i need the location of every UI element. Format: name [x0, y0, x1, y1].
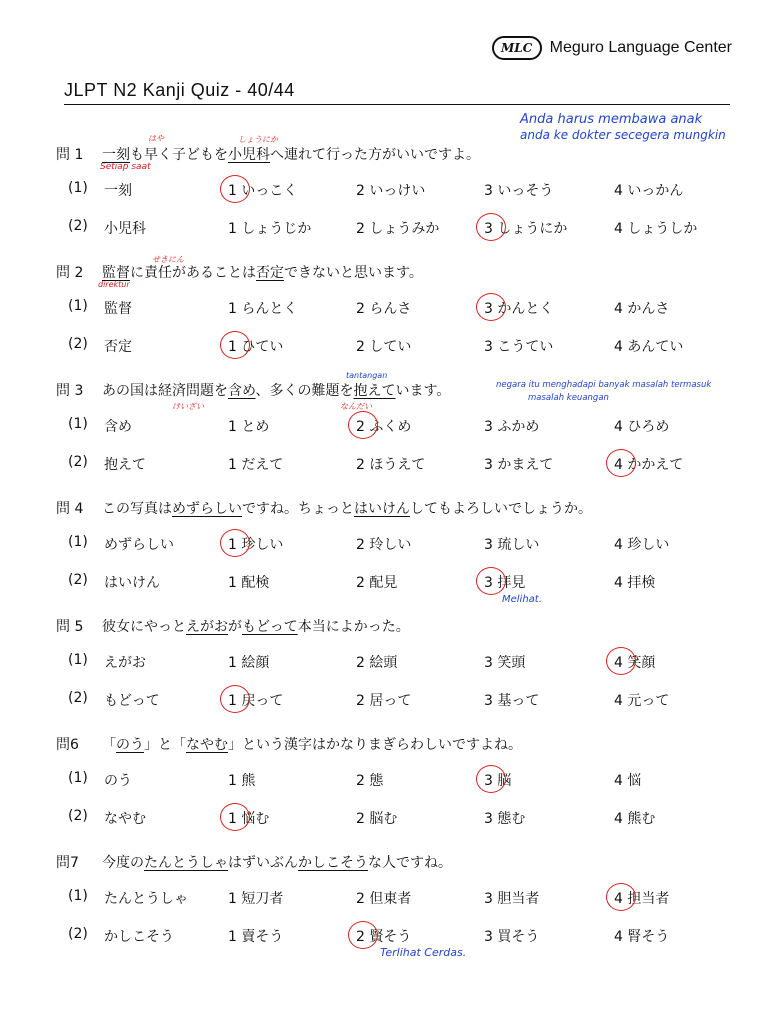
underlined-target: 一刻	[102, 147, 130, 163]
answer-choice[interactable]	[614, 888, 669, 908]
answer-choice[interactable]	[228, 652, 269, 672]
underlined-target: 含め	[228, 383, 256, 399]
quiz-title: JLPT N2 Kanji Quiz - 40/44	[64, 80, 295, 100]
option-row	[56, 454, 736, 474]
question-text-segment: 、多くの難題を	[255, 383, 354, 399]
underlined-target: 抱えて	[353, 383, 396, 399]
answer-circle-mark	[606, 883, 636, 911]
answer-choice[interactable]	[614, 336, 683, 356]
answer-choice[interactable]	[228, 690, 283, 710]
answer-choice[interactable]	[614, 180, 683, 200]
question-line	[56, 380, 736, 402]
answer-choice[interactable]	[356, 180, 425, 200]
question-block	[56, 852, 736, 945]
question-text-segment: な人ですね。	[368, 855, 452, 871]
question-number: 問 3	[56, 383, 84, 399]
option-row	[56, 808, 736, 828]
answer-choice[interactable]	[228, 180, 297, 200]
question-number: 問6	[56, 737, 79, 753]
answer-choice-label: 3 ふかめ	[484, 419, 540, 435]
annotation-q3-note-2: masalah keuangan	[528, 393, 609, 403]
answer-choice-label: 2 態	[356, 773, 384, 789]
question-text-segment: に責任があることは	[130, 265, 256, 281]
answer-choice-label: 4 笑顔	[614, 655, 656, 671]
option-row	[56, 180, 736, 200]
answer-circle-mark	[220, 529, 250, 557]
answer-choice[interactable]	[484, 298, 553, 318]
answer-choice[interactable]	[614, 926, 669, 946]
answer-choice[interactable]	[484, 690, 539, 710]
answer-choice-label: 4 元って	[614, 693, 670, 709]
sub-question-number: (1)	[68, 416, 88, 432]
answer-choice[interactable]	[356, 298, 411, 318]
question-number: 問 5	[56, 619, 84, 635]
underlined-target: もどって	[242, 619, 298, 635]
answer-choice-label: 1 だえて	[228, 457, 284, 473]
question-block	[56, 498, 736, 591]
question-number: 問 1	[56, 147, 84, 163]
question-text-segment: が	[228, 619, 242, 635]
answer-choice[interactable]	[484, 888, 539, 908]
answer-choice-label: 3 胆当者	[484, 891, 540, 907]
answer-choice[interactable]	[356, 808, 397, 828]
question-number: 問 2	[56, 265, 84, 281]
option-row	[56, 416, 736, 436]
question-text-segment: へ連れて行った方がいいですよ。	[270, 147, 480, 163]
answer-choice-label: 1 熊	[228, 773, 256, 789]
answer-choice-label: 2 絵頭	[356, 655, 398, 671]
answer-choice[interactable]	[228, 572, 269, 592]
annotation-nandai: なんだい	[340, 402, 372, 411]
answer-choice[interactable]	[356, 454, 425, 474]
annotation-q3-note-1: negara itu menghadapi banyak masalah termasuk	[496, 380, 712, 390]
answer-choice-label: 1 短刀者	[228, 891, 284, 907]
answer-circle-mark	[476, 567, 506, 595]
answer-circle-mark	[476, 293, 506, 321]
answer-choice-label: 3 こうてい	[484, 339, 554, 355]
question-line	[56, 852, 736, 874]
answer-choice[interactable]	[228, 888, 283, 908]
sub-question-number: (2)	[68, 454, 88, 470]
underlined-target: 小児科	[228, 147, 270, 163]
question-text-segment: も早く子どもを	[130, 147, 228, 163]
question-text-segment: はずいぶん	[228, 855, 298, 871]
answer-circle-mark	[220, 803, 250, 831]
answer-choice[interactable]	[356, 336, 411, 356]
annotation-top-1: Anda harus membawa anak	[520, 112, 703, 127]
answer-choice[interactable]	[356, 572, 397, 592]
underlined-target: のう	[116, 737, 144, 753]
target-word: かしこそう	[104, 929, 174, 945]
answer-choice[interactable]	[484, 416, 539, 436]
answer-choice-label: 4 いっかん	[614, 183, 684, 199]
underlined-target: かしこそう	[298, 855, 368, 871]
question-line	[56, 616, 736, 638]
target-word: 小児科	[104, 221, 146, 237]
option-row	[56, 572, 736, 592]
option-row	[56, 336, 736, 356]
answer-choice[interactable]	[614, 416, 669, 436]
option-row	[56, 652, 736, 672]
question-text-segment: 本当によかった。	[297, 619, 410, 635]
target-word: なやむ	[104, 811, 146, 827]
answer-choice[interactable]	[228, 454, 283, 474]
sub-question-number: (2)	[68, 926, 88, 942]
answer-choice[interactable]	[228, 926, 283, 946]
answer-choice-label: 1 絵顔	[228, 655, 270, 671]
answer-choice-label: 2 賢そう	[356, 929, 412, 945]
underlined-target: えがお	[186, 619, 228, 635]
annotation-direktur: direktur	[98, 280, 130, 289]
question-block	[56, 616, 736, 709]
answer-choice-label: 1 いっこく	[228, 183, 298, 199]
question-text	[102, 852, 452, 872]
answer-choice[interactable]	[484, 808, 525, 828]
answer-choice-label: 2 いっけい	[356, 183, 426, 199]
answer-choice-label: 2 脳む	[356, 811, 398, 827]
target-word: たんとうしゃ	[104, 891, 188, 907]
target-word: 否定	[104, 339, 132, 355]
answer-choice-label: 3 脳	[484, 773, 512, 789]
answer-choice[interactable]	[614, 572, 655, 592]
option-row	[56, 926, 736, 946]
answer-choice-label: 4 しょうしか	[614, 221, 698, 237]
answer-choice[interactable]	[356, 888, 411, 908]
answer-choice[interactable]	[484, 652, 525, 672]
question-block	[56, 734, 736, 827]
sub-question-number: (1)	[68, 180, 88, 196]
answer-choice-label: 2 してい	[356, 339, 412, 355]
sub-question-number: (2)	[68, 336, 88, 352]
answer-choice-label: 1 ひてい	[228, 339, 284, 355]
question-text	[102, 262, 423, 282]
target-word: はいけん	[104, 575, 160, 591]
answer-choice-label: 2 但東者	[356, 891, 412, 907]
answer-choice-label: 3 いっそう	[484, 183, 554, 199]
answer-choice-label: 4 あんてい	[614, 339, 684, 355]
annotation-furigana-haya: はや	[148, 134, 164, 143]
answer-choice-label: 4 かんさ	[614, 301, 670, 317]
answer-choice-label: 2 ふくめ	[356, 419, 412, 435]
question-text	[102, 498, 592, 518]
question-text-segment: います。	[395, 383, 451, 399]
answer-choice[interactable]	[484, 572, 525, 592]
answer-choice[interactable]	[614, 652, 655, 672]
underlined-target: はいけん	[354, 501, 410, 517]
answer-choice-label: 2 らんさ	[356, 301, 412, 317]
answer-choice[interactable]	[484, 770, 511, 790]
target-word: 監督	[104, 301, 132, 317]
annotation-setiap-saat: Setiap saat	[100, 162, 151, 172]
sub-question-number: (1)	[68, 888, 88, 904]
answer-choice-label: 3 かんとく	[484, 301, 554, 317]
sub-question-number: (1)	[68, 770, 88, 786]
underlined-target: 否定	[256, 265, 284, 281]
annotation-furigana-sekinin: せきにん	[152, 255, 184, 264]
sub-question-number: (1)	[68, 534, 88, 550]
answer-choice-label: 1 賣そう	[228, 929, 284, 945]
answer-choice[interactable]	[356, 926, 411, 946]
answer-choice-label: 4 熊む	[614, 811, 656, 827]
answer-choice-label: 3 基って	[484, 693, 540, 709]
sub-question-number: (2)	[68, 808, 88, 824]
answer-choice[interactable]	[484, 454, 553, 474]
annotation-melihat: Melihat.	[502, 594, 542, 605]
title-rule	[64, 104, 730, 105]
answer-choice-label: 1 戻って	[228, 693, 284, 709]
answer-choice[interactable]	[484, 534, 539, 554]
option-row	[56, 534, 736, 554]
answer-choice[interactable]	[356, 416, 411, 436]
question-text-segment: してもよろしいでしょうか。	[410, 501, 592, 517]
answer-choice[interactable]	[228, 770, 255, 790]
question-text	[102, 734, 522, 754]
answer-choice-label: 2 玲しい	[356, 537, 412, 553]
answer-circle-mark	[348, 921, 378, 949]
annotation-keizai: けいざい	[172, 402, 204, 411]
answer-choice-label: 3 買そう	[484, 929, 540, 945]
question-text-segment: 今度の	[102, 855, 144, 871]
answer-choice[interactable]	[356, 652, 397, 672]
underlined-target: なやむ	[186, 737, 228, 753]
answer-choice-label: 4 担当者	[614, 891, 670, 907]
annotation-tantangan: tantangan	[346, 371, 388, 380]
answer-choice[interactable]	[356, 534, 411, 554]
underlined-target: 監督	[102, 265, 130, 281]
answer-choice-label: 1 しょうじか	[228, 221, 312, 237]
answer-choice[interactable]	[614, 770, 641, 790]
answer-choice[interactable]	[614, 534, 669, 554]
answer-choice[interactable]	[484, 926, 539, 946]
answer-choice-label: 1 とめ	[228, 419, 270, 435]
annotation-terlihat-cerdas: Terlihat Cerdas.	[380, 946, 467, 959]
question-text-segment: この写真は	[102, 501, 172, 517]
question-text-segment: 」と「	[144, 737, 186, 753]
target-word: えがお	[104, 655, 146, 671]
brand	[492, 36, 732, 60]
answer-choice[interactable]	[228, 336, 283, 356]
answer-circle-mark	[220, 685, 250, 713]
target-word: 抱えて	[104, 457, 146, 473]
answer-choice-label: 3 しょうにか	[484, 221, 568, 237]
answer-choice[interactable]	[614, 218, 697, 238]
answer-choice[interactable]	[356, 770, 383, 790]
answer-choice-label: 2 しょうみか	[356, 221, 440, 237]
answer-choice[interactable]	[228, 808, 269, 828]
option-row	[56, 218, 736, 238]
answer-choice-label: 1 悩む	[228, 811, 270, 827]
answer-choice[interactable]	[614, 454, 683, 474]
target-word: もどって	[104, 693, 160, 709]
answer-choice[interactable]	[356, 218, 439, 238]
answer-choice-label: 4 腎そう	[614, 929, 670, 945]
answer-choice-label: 3 琉しい	[484, 537, 540, 553]
annotation-top-2: anda ke dokter secegera mungkin	[520, 128, 726, 142]
option-row	[56, 770, 736, 790]
answer-circle-mark	[220, 331, 250, 359]
answer-choice[interactable]	[484, 180, 553, 200]
answer-choice-label: 2 ほうえて	[356, 457, 426, 473]
answer-circle-mark	[606, 449, 636, 477]
question-text-segment: 」という漢字はかなりまぎらわしいですよね。	[228, 737, 522, 753]
answer-choice[interactable]	[484, 218, 567, 238]
question-text	[102, 616, 410, 636]
target-word: 一刻	[104, 183, 132, 199]
option-row	[56, 298, 736, 318]
sub-question-number: (2)	[68, 690, 88, 706]
answer-circle-mark	[220, 175, 250, 203]
question-line	[56, 262, 736, 284]
answer-choice[interactable]	[228, 298, 297, 318]
answer-choice-label: 4 悩	[614, 773, 642, 789]
question-text-segment: 彼女にやっと	[102, 619, 186, 635]
answer-choice[interactable]	[228, 416, 269, 436]
question-line	[56, 734, 736, 756]
answer-choice-label: 2 配見	[356, 575, 398, 591]
answer-circle-mark	[476, 213, 506, 241]
target-word: めずらしい	[104, 537, 174, 553]
question-text-segment: 「	[102, 737, 116, 753]
question-text	[102, 144, 480, 164]
annotation-furigana-shounika: しょうにか	[238, 135, 278, 144]
underlined-target: たんとうしゃ	[144, 855, 228, 871]
question-line	[56, 498, 736, 520]
answer-choice[interactable]	[484, 336, 553, 356]
sub-question-number: (2)	[68, 218, 88, 234]
answer-choice-label: 4 ひろめ	[614, 419, 670, 435]
answer-choice-label: 1 らんとく	[228, 301, 298, 317]
answer-circle-mark	[606, 647, 636, 675]
brand-name: Meguro Language Center	[549, 39, 732, 56]
sub-question-number: (1)	[68, 298, 88, 314]
answer-circle-mark	[476, 765, 506, 793]
answer-choice-label: 3 態む	[484, 811, 526, 827]
answer-choice-label: 3 笑頭	[484, 655, 526, 671]
underlined-target: めずらしい	[172, 501, 242, 517]
answer-choice[interactable]	[614, 298, 669, 318]
question-text-segment: できないと思います。	[284, 265, 423, 281]
option-row	[56, 690, 736, 710]
question-text	[102, 380, 450, 400]
question-text-segment: あの国は経済問題を	[102, 383, 228, 399]
answer-choice[interactable]	[614, 808, 655, 828]
answer-choice[interactable]	[614, 690, 669, 710]
answer-choice-label: 3 かまえて	[484, 457, 554, 473]
target-word: のう	[104, 773, 132, 789]
answer-choice-label: 4 拝検	[614, 575, 656, 591]
question-line	[56, 144, 736, 166]
answer-choice-label: 4 かかえて	[614, 457, 684, 473]
answer-circle-mark	[348, 411, 378, 439]
answer-choice-label: 3 拝見	[484, 575, 526, 591]
answer-choice-label: 1 配検	[228, 575, 270, 591]
question-number: 問7	[56, 855, 79, 871]
option-row	[56, 888, 736, 908]
answer-choice[interactable]	[356, 690, 411, 710]
question-number: 問 4	[56, 501, 84, 517]
answer-choice-label: 4 珍しい	[614, 537, 670, 553]
mlc-logo: MLC	[492, 36, 542, 60]
answer-choice-label: 1 珍しい	[228, 537, 284, 553]
answer-choice[interactable]	[228, 534, 283, 554]
sub-question-number: (2)	[68, 572, 88, 588]
target-word: 含め	[104, 419, 132, 435]
answer-choice-label: 2 居って	[356, 693, 412, 709]
question-text-segment: ですね。ちょっと	[242, 501, 354, 517]
sub-question-number: (1)	[68, 652, 88, 668]
answer-choice[interactable]	[228, 218, 311, 238]
